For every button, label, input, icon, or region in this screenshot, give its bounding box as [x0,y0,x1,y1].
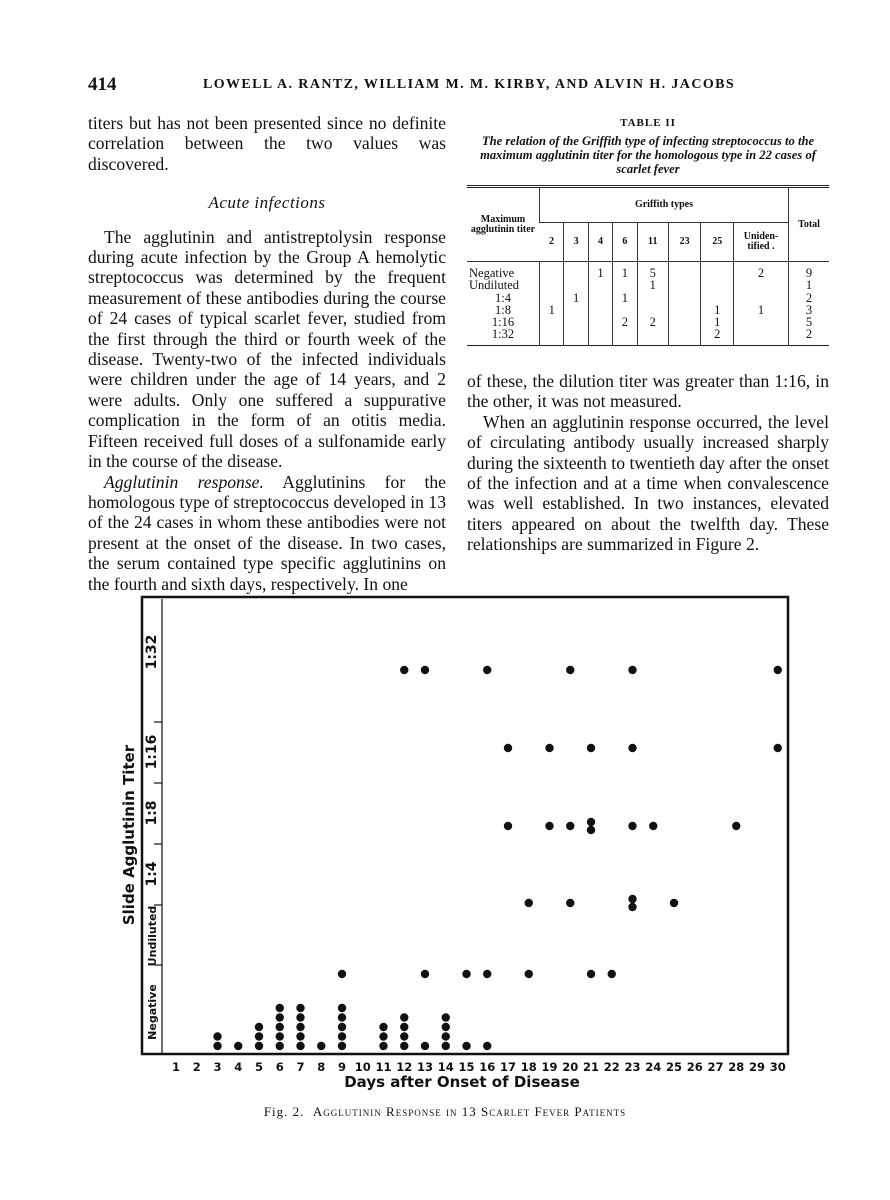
data-point [442,1023,450,1031]
table-cell: 5 [637,262,668,280]
table-cell [668,292,701,304]
y-category-label: Negative [146,984,159,1040]
table-cell-total: 2 [789,292,830,304]
griffith-type-table [467,185,829,346]
table-type-header: 25 [701,223,734,262]
table-type-header: 2 [540,223,564,262]
data-point [276,1042,284,1050]
table-cell [564,316,588,328]
data-point [255,1023,263,1031]
table-cell [588,304,612,316]
table-cell [564,304,588,316]
x-tick-label: 13 [416,1060,434,1074]
table-cell [734,316,789,328]
data-point [732,822,740,830]
table-cell [540,279,564,291]
table-cell [588,328,612,345]
table-cell [668,304,701,316]
page-header [88,74,828,100]
x-tick-label: 22 [603,1060,620,1074]
table-block [467,117,829,346]
data-point [670,899,678,907]
agglutinin-scatter-chart [120,592,800,1092]
x-tick-label: 5 [254,1060,264,1074]
y-category-label: 1:8 [144,800,160,826]
data-point [338,970,346,978]
table-cell [701,262,734,280]
table-type-header: Uniden-tified . [734,223,789,262]
table-cell [588,279,612,291]
x-tick-label: 7 [296,1060,305,1074]
data-point [276,1023,284,1031]
x-tick-label: 12 [396,1060,413,1074]
table-cell: 1 [540,304,564,316]
data-point [525,899,533,907]
y-category-label: Undiluted [146,905,159,967]
data-point [608,970,616,978]
plot-frame [142,597,788,1054]
data-point [649,822,657,830]
data-point [483,1042,491,1050]
table-cell [588,316,612,328]
table-cell [734,328,789,345]
x-tick-label: 20 [562,1060,579,1074]
table-row [467,279,829,291]
data-point [628,895,636,903]
figure-caption [0,1104,890,1120]
table-cell [613,279,637,291]
table-row [467,292,829,304]
y-category-label: 1:16 [144,734,160,770]
data-point [504,822,512,830]
table-row [467,262,829,280]
table-cell: 1 [613,262,637,280]
data-point [400,1042,408,1050]
data-point [483,666,491,674]
table-cell [564,262,588,280]
data-point [338,1042,346,1050]
runin-heading: Agglutinin response. [104,471,264,492]
data-point [587,970,595,978]
y-axis-title: Slide Agglutinin Titer [120,744,138,926]
data-point [213,1032,221,1040]
table-cell [637,292,668,304]
table-row [467,328,829,345]
data-point [338,1004,346,1012]
table-cell [668,328,701,345]
data-point [628,822,636,830]
data-point [234,1042,242,1050]
running-head: LOWELL A. RANTZ, WILLIAM M. M. KIRBY, AND ALVIN H. JACOBS [203,77,736,92]
data-point [628,666,636,674]
table-cell-titer: 1:16 [491,315,515,330]
x-tick-label: 10 [354,1060,371,1074]
table-cell: 2 [701,328,734,345]
data-point [213,1042,221,1050]
data-point [462,1042,470,1050]
data-point [421,970,429,978]
table-cell: 1 [564,292,588,304]
data-point [566,899,574,907]
data-point [276,1032,284,1040]
table-cell [668,279,701,291]
x-tick-label: 4 [234,1060,243,1074]
x-tick-label: 16 [479,1060,496,1074]
data-point [462,970,470,978]
x-tick-label: 21 [582,1060,600,1074]
data-point [774,744,782,752]
x-tick-label: 8 [317,1060,326,1074]
data-point [587,744,595,752]
response-timing-paragraph: When an agglutinin response occurred, the level of circulating antibody usually increased sharply during the sixteenth to twentieth day after the onset of the infection and at a time when convalescence was well established. In two instances, elevated titers appeared on about the twelfth day. These relationships are summarized in Figure 2. [467,411,829,555]
figure-caption-text: Agglutinin Response in 13 Scarlet Fever Patients [312,1104,627,1119]
data-point [421,1042,429,1050]
data-point [442,1032,450,1040]
data-point [379,1023,387,1031]
x-tick-label: 17 [499,1060,517,1074]
data-point [379,1042,387,1050]
data-point [400,1023,408,1031]
table-total-header: Total [789,187,830,262]
data-point [338,1023,346,1031]
table-cell-total: 3 [789,304,830,316]
x-tick-label: 19 [541,1060,558,1074]
x-tick-label: 26 [686,1060,703,1074]
data-point [255,1042,263,1050]
table-cell-total: 5 [789,316,830,328]
table-cell-total: 1 [789,279,830,291]
figure-caption-prefix: Fig. 2. [263,1104,305,1119]
data-point [379,1032,387,1040]
data-point [338,1013,346,1021]
data-point [400,1013,408,1021]
data-point [338,1032,346,1040]
x-tick-label: 23 [624,1060,641,1074]
table-type-header: 4 [588,223,612,262]
table-cell-titer: 1:32 [491,327,515,342]
table-cell [540,262,564,280]
table-cell [637,328,668,345]
continued-paragraph: titers but has not been presented since no definite correlation between the two values was discovered. [88,113,446,174]
table-cell: 2 [613,316,637,328]
x-tick-label: 27 [707,1060,724,1074]
agglutinin-response-text: Agglutinins for the homologous type of streptococcus developed in 13 of the 24 cases in whom these antibodies were not present at the onset of the disease. In two cases, the serum contained type specific agglutinins on the fourth and sixth days, respectively. In one [88,471,446,594]
data-point [774,666,782,674]
data-point [587,826,595,834]
data-point [296,1032,304,1040]
data-point [296,1042,304,1050]
table-cell [668,316,701,328]
table-cell [588,292,612,304]
x-tick-label: 25 [665,1060,683,1074]
x-tick-label: 11 [375,1060,392,1074]
x-tick-label: 14 [437,1060,454,1074]
data-point [296,1013,304,1021]
table-cell-total: 9 [789,262,830,280]
table-cell [564,328,588,345]
data-point [400,1032,408,1040]
table-cell-titer: 1:8 [495,302,511,317]
data-point [317,1042,325,1050]
y-category-label: 1:4 [144,861,160,887]
x-tick-label: 30 [769,1060,786,1074]
data-point [400,666,408,674]
table-caption: The relation of the Griffith type of infecting streptococcus to the maximum agglutinin titer for the homologous type in 22 cases of scarlet fever [480,134,816,176]
table-cell: 1 [613,292,637,304]
table-stub-header: Maximum agglutinin titer [467,187,540,262]
table-type-header: 6 [613,223,637,262]
data-point [628,903,636,911]
table-cell-titer: Negative [469,266,515,280]
table-label: TABLE II [620,117,676,129]
table-cell [540,316,564,328]
acute-infections-paragraph: The agglutinin and antistreptolysin response during acute infection by the Group A hemolytic streptococcus was determined by the frequent measurement of these antibodies during the course of 24 cases of typical scarlet fever, studied from the first through the third or fourth week of the disease. Twenty-two of the infected individuals were children under the age of 14 years, and 2 were adults. Only one suffered a suppurative complication in the form of an otitis media. Fifteen received full doses of a sulfonamide early in the course of the disease. [88,226,446,472]
table-type-header: 3 [564,223,588,262]
table-type-header: 23 [668,223,701,262]
table-cell: 1 [701,316,734,328]
table-cell [613,328,637,345]
table-cell [701,279,734,291]
data-point [296,1004,304,1012]
data-point [442,1042,450,1050]
x-axis-title: Days after Onset of Disease [344,1073,580,1091]
data-point [421,666,429,674]
table-group-header: Griffith types [540,187,789,223]
table-cell: 1 [701,304,734,316]
data-point [525,970,533,978]
x-tick-label: 28 [728,1060,745,1074]
table-cell: 1 [637,279,668,291]
table-cell: 1 [734,304,789,316]
right-column [467,371,829,555]
table-cell: 1 [588,262,612,280]
data-point [276,1004,284,1012]
data-point [483,970,491,978]
table-row [467,316,829,328]
data-point [255,1032,263,1040]
left-column [88,113,446,594]
data-point [566,822,574,830]
data-point [545,822,553,830]
table-cell [668,262,701,280]
table-cell: 2 [637,316,668,328]
data-point [545,744,553,752]
data-point [504,744,512,752]
table-row [467,304,829,316]
y-category-label: 1:32 [144,634,160,670]
x-tick-label: 18 [520,1060,537,1074]
x-tick-label: 24 [645,1060,662,1074]
x-tick-label: 15 [458,1060,475,1074]
table-cell-titer: 1:4 [495,290,511,305]
table-cell [564,279,588,291]
x-tick-label: 3 [213,1060,222,1074]
section-heading: Acute infections [208,193,326,213]
data-point [566,666,574,674]
table-cell-titer: Undiluted [469,278,519,293]
data-point [628,744,636,752]
table-cell [540,328,564,345]
table-type-header: 11 [637,223,668,262]
table-cell [734,279,789,291]
data-point [296,1023,304,1031]
data-point [587,818,595,826]
x-tick-label: 2 [192,1060,201,1074]
data-point [442,1013,450,1021]
table-cell: 2 [734,262,789,280]
continued-paragraph-right: of these, the dilution titer was greater than 1:16, in the other, it was not measured. [467,371,829,412]
table-cell-total: 2 [789,328,830,345]
agglutinin-response-paragraph [88,472,446,594]
x-tick-label: 29 [748,1060,766,1074]
figure-2 [120,592,800,1092]
page-number: 414 [88,74,117,95]
x-tick-label: 1 [171,1060,181,1074]
x-tick-label: 9 [337,1060,347,1074]
data-point [276,1013,284,1021]
x-tick-label: 6 [275,1060,284,1074]
